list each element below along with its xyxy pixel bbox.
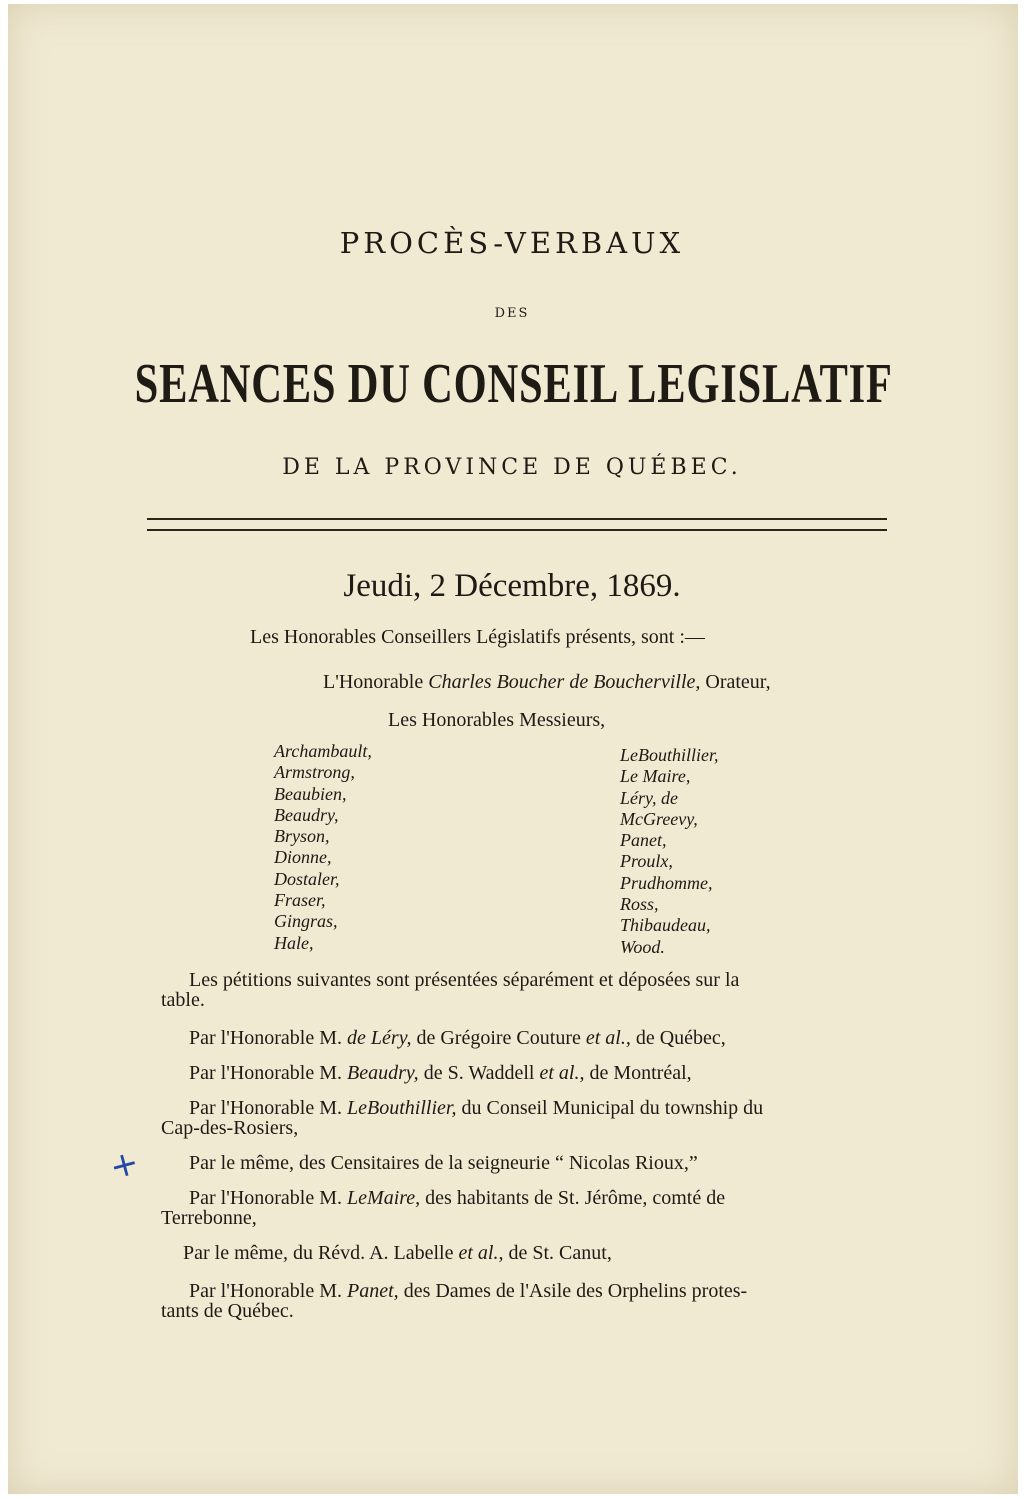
member-name: Dostaler, [274, 868, 340, 889]
member-name: Le Maire, [620, 766, 691, 787]
attendance-intro: Les Honorables Conseillers Législatifs présents, sont :— [250, 626, 705, 648]
member-name: Archambault, [274, 741, 372, 761]
petition-item: Par l'Honorable M. LeBouthillier, du Conseil Municipal du township du [189, 1097, 764, 1119]
petitions-intro: Les pétitions suivantes sont présentées séparément et déposées sur la [189, 969, 740, 991]
session-date: Jeudi, 2 Décembre, 1869. [343, 568, 681, 604]
member-name: Bryson, [274, 826, 330, 847]
petition-item: Par l'Honorable M. LeMaire, des habitants de St. Jérôme, comté de [189, 1187, 726, 1209]
member-name: Panet, [620, 830, 667, 851]
title-des: DES [494, 306, 530, 321]
divider-rule [147, 518, 887, 520]
handwritten-cross-mark: + [105, 1141, 144, 1189]
member-name: Gingras, [274, 911, 338, 932]
petition-item: Par l'Honorable M. Beaudry, de S. Waddell et al., de Montréal, [189, 1062, 692, 1084]
member-name: Beaubien, [274, 783, 347, 804]
petition-item: Par le même, des Censitaires de la seigneurie “ Nicolas Rioux,” [189, 1152, 698, 1174]
member-name: LeBouthillier, [620, 745, 719, 765]
member-name: Prudhomme, [620, 872, 713, 893]
member-name: Wood. [620, 936, 665, 957]
member-name: Beaudry, [274, 804, 339, 825]
members-list-right [620, 745, 719, 958]
member-name: Ross, [620, 894, 659, 915]
petition-item-cont: Cap-des-Rosiers, [161, 1117, 299, 1139]
title-proces-verbaux: PROCÈS-VERBAUX [339, 226, 685, 260]
member-name: Dionne, [274, 847, 332, 868]
petition-item-cont: tants de Québec. [161, 1300, 294, 1322]
page-title: SEANCES DU CONSEIL LEGISLATIF [134, 353, 893, 415]
title-province: DE LA PROVINCE DE QUÉBEC. [282, 455, 742, 480]
member-name: Armstrong, [274, 762, 355, 783]
members-list-left [274, 741, 372, 954]
member-name: Léry, de [620, 787, 678, 808]
petitions-intro-cont: table. [161, 989, 205, 1011]
petition-item: Par le même, du Révd. A. Labelle et al., de St. Canut, [183, 1242, 612, 1264]
petition-item: Par l'Honorable M. Panet, des Dames de l'Asile des Orphelins protes- [189, 1280, 748, 1302]
petition-item-cont: Terrebonne, [161, 1207, 257, 1229]
speaker-line: L'Honorable Charles Boucher de Boucherville, Orateur, [323, 671, 771, 693]
members-intro: Les Honorables Messieurs, [388, 709, 606, 731]
divider-rule [147, 529, 887, 531]
member-name: Hale, [274, 932, 314, 953]
member-name: Fraser, [274, 890, 326, 911]
member-name: Thibaudeau, [620, 915, 711, 936]
petition-item: Par l'Honorable M. de Léry, de Grégoire Couture et al., de Québec, [189, 1027, 726, 1049]
member-name: McGreevy, [620, 808, 698, 829]
member-name: Proulx, [620, 851, 673, 872]
speaker-name: Charles Boucher de Boucherville, [428, 671, 701, 693]
